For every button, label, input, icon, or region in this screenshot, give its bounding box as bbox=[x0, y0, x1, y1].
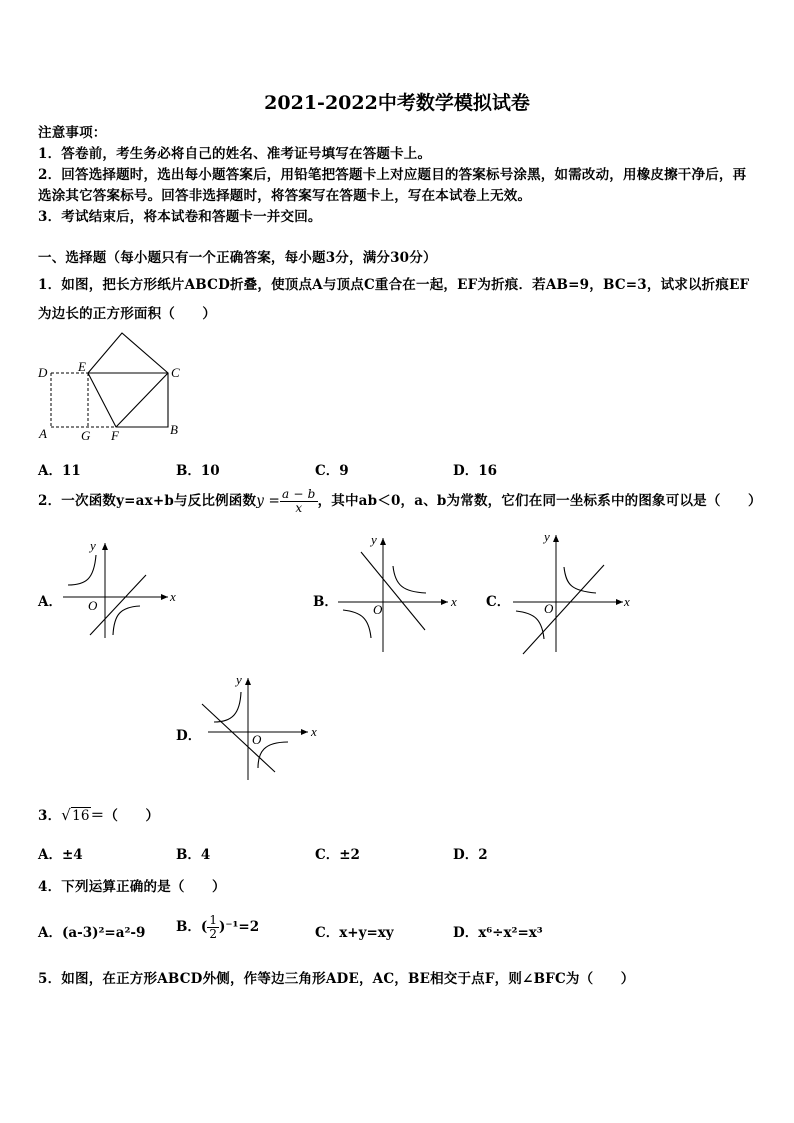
q3-option-c[interactable]: C．±2 bbox=[315, 847, 360, 863]
q2-option-c[interactable]: C． bbox=[486, 594, 511, 610]
q1-option-b[interactable]: B．10 bbox=[176, 463, 220, 479]
axis-x-label: x bbox=[170, 589, 176, 604]
q2-fraction bbox=[280, 488, 318, 515]
q3-stem-post: ＝（ ） bbox=[90, 808, 160, 824]
axis-x-label: x bbox=[311, 724, 317, 739]
notice-item: 2．回答选择题时，选出每小题答案后，用铅笔把答题卡上对应题目的答案标号涂黑，如需改动，用橡皮擦干净后，再 bbox=[38, 167, 747, 183]
label-e: E bbox=[78, 359, 86, 374]
label-g: G bbox=[81, 428, 91, 443]
q4-option-a[interactable]: A．(a-3)²=a²-9 bbox=[38, 925, 146, 941]
label-b: B bbox=[170, 422, 178, 437]
notice-item: 选涂其它答案标号。回答非选择题时，将答案写在答题卡上，写在本试卷上无效。 bbox=[38, 188, 532, 204]
axis-y-label: y bbox=[90, 538, 96, 553]
q4-option-b-den: 2 bbox=[209, 927, 217, 941]
axis-x-label: x bbox=[451, 594, 457, 609]
q2-graph-c bbox=[508, 527, 638, 657]
notice-heading: 注意事项： bbox=[38, 125, 107, 141]
q2-graph-d bbox=[200, 672, 325, 784]
q4-option-b-pre: B．( bbox=[176, 919, 208, 935]
q3-option-d[interactable]: D．2 bbox=[453, 847, 488, 863]
q2-frac-num: a − b bbox=[282, 487, 316, 501]
section-heading: 一、选择题（每小题只有一个正确答案，每小题3分，满分30分） bbox=[38, 250, 437, 266]
q1-stem: 1．如图，把长方形纸片ABCD折叠，使顶点A与顶点C重合在一起，EF为折痕．若AB=9，BC=3，试求以折痕EF bbox=[38, 277, 750, 293]
q5-stem: 5．如图，在正方形ABCD外侧，作等边三角形ADE，AC，BE相交于点F，则∠BFC为（ ） bbox=[38, 971, 635, 987]
axis-y-label: y bbox=[236, 672, 242, 687]
origin-label: O bbox=[252, 732, 262, 747]
q2-stem-post: ，其中ab＜0，a、b为常数，它们在同一坐标系中的图象可以是（ ） bbox=[317, 493, 762, 509]
q2-y-eq: y = bbox=[256, 493, 281, 509]
q3-option-a[interactable]: A．±4 bbox=[38, 847, 83, 863]
sqrt-icon: √ bbox=[61, 806, 72, 824]
q1-option-d[interactable]: D．16 bbox=[453, 463, 497, 479]
q2-frac-den: x bbox=[295, 501, 303, 515]
axis-x-label: x bbox=[624, 594, 630, 609]
q3-radicand: 16 bbox=[72, 808, 90, 824]
axis-y-label: y bbox=[371, 532, 377, 547]
page-title: 2021-2022中考数学模拟试卷 bbox=[264, 92, 530, 114]
q4-stem: 4．下列运算正确的是（ ） bbox=[38, 879, 226, 895]
q3-option-b[interactable]: B．4 bbox=[176, 847, 211, 863]
notice-item: 1．答卷前，考生务必将自己的姓名、准考证号填写在答题卡上。 bbox=[38, 146, 432, 162]
label-f: F bbox=[111, 428, 119, 443]
q4-option-c[interactable]: C．x+y=xy bbox=[315, 925, 394, 941]
origin-label: O bbox=[88, 598, 98, 613]
q2-graph-a bbox=[58, 535, 183, 645]
origin-label: O bbox=[373, 602, 383, 617]
q2-option-d[interactable]: D． bbox=[176, 728, 202, 744]
label-d: D bbox=[38, 365, 48, 380]
origin-label: O bbox=[544, 601, 554, 616]
q1-figure bbox=[36, 325, 196, 445]
q3-stem bbox=[38, 804, 159, 824]
q1-option-c[interactable]: C．9 bbox=[315, 463, 349, 479]
q2-option-b[interactable]: B． bbox=[313, 594, 338, 610]
q2-stem-pre: 2．一次函数y=ax+b与反比例函数 bbox=[38, 493, 257, 509]
q4-option-b-num: 1 bbox=[209, 913, 217, 927]
q2-stem bbox=[38, 486, 762, 516]
q2-option-a[interactable]: A． bbox=[38, 594, 62, 610]
label-a: A bbox=[39, 426, 47, 441]
q4-option-b-post: )⁻¹=2 bbox=[218, 919, 260, 935]
q4-option-d[interactable]: D．x⁶÷x²=x³ bbox=[453, 925, 543, 941]
label-c: C bbox=[171, 365, 180, 380]
q1-option-a[interactable]: A．11 bbox=[38, 463, 81, 479]
q3-stem-pre: 3． bbox=[38, 808, 62, 824]
q4-option-b[interactable] bbox=[176, 910, 259, 944]
axis-y-label: y bbox=[544, 529, 550, 544]
q4-option-b-fraction bbox=[207, 914, 219, 941]
q2-graph-b bbox=[333, 530, 463, 655]
notice-item: 3．考试结束后，将本试卷和答题卡一并交回。 bbox=[38, 209, 322, 225]
q1-stem: 为边长的正方形面积（ ） bbox=[38, 306, 217, 322]
